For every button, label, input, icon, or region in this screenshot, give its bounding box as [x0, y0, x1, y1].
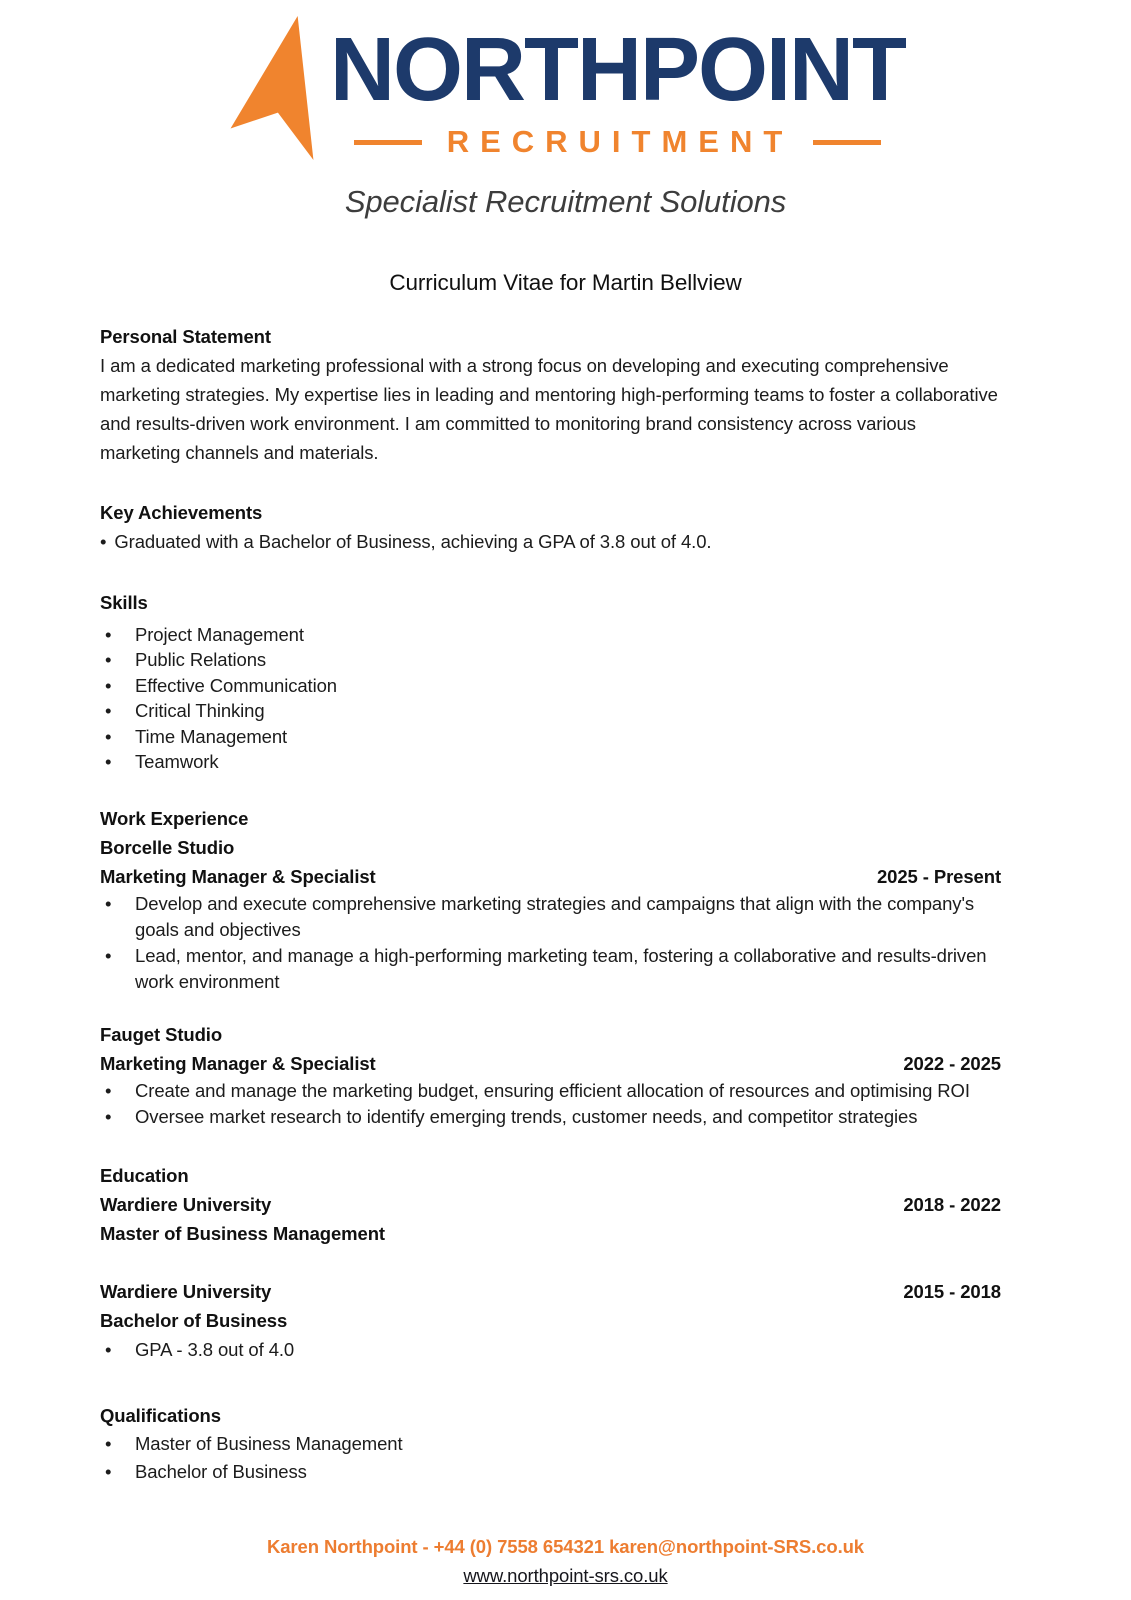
edu-school: Wardiere University [100, 1194, 272, 1216]
key-achievements-list [100, 527, 1001, 556]
bullet-item: • Lead, mentor, and manage a high-performing marketing team, fostering a collaborative and results-driven work environment [100, 943, 1001, 995]
bullet-item: • Create and manage the marketing budget, ensuring efficient allocation of resources and optimising ROI [100, 1078, 1001, 1104]
cv-body [100, 322, 1001, 1486]
footer-website-row [0, 1563, 1131, 1589]
skill-item: • Project Management [100, 622, 1001, 647]
job-dates: 2022 - 2025 [903, 1053, 1001, 1075]
logo-wordmark [330, 12, 905, 160]
section-heading-work-experience: Work Experience [100, 808, 249, 830]
footer [0, 1534, 1131, 1589]
job-header-row [100, 862, 1001, 891]
bullet-item: • Oversee market research to identify emerging trends, customer needs, and competitor strategies [100, 1104, 1001, 1130]
section-personal-statement [100, 322, 1001, 467]
education-bullet-list [100, 1337, 1001, 1363]
skill-item: • Effective Communication [100, 673, 1001, 698]
qualifications-list [100, 1430, 1001, 1486]
section-education [100, 1161, 1001, 1363]
job-header-row [100, 1049, 1001, 1078]
section-heading-personal-statement: Personal Statement [100, 326, 271, 347]
qualification-item: • Master of Business Management [100, 1430, 1001, 1458]
personal-statement-text: I am a dedicated marketing professional with a strong focus on developing and executing comprehensive marketing strategies. My expertise lies in leading and mentoring high-performing teams to foster a collaborative and results-driven work environment. I am committed to monitoring brand consistency across various marketing channels and materials. [100, 355, 998, 463]
job-entry [100, 833, 1001, 995]
job-company: Fauget Studio [100, 1024, 223, 1046]
bullet-item: • Graduated with a Bachelor of Business, achieving a GPA of 3.8 out of 4.0. [100, 527, 1001, 556]
dash-right-decoration [813, 140, 881, 145]
brand-subtitle-row [354, 124, 882, 160]
job-role: Marketing Manager & Specialist [100, 866, 376, 888]
job-company: Borcelle Studio [100, 837, 235, 859]
compass-arrow-icon [226, 14, 316, 162]
logo-row [226, 12, 905, 162]
section-qualifications [100, 1401, 1001, 1486]
bullet-item: • Develop and execute comprehensive marketing strategies and campaigns that align with the company's goals and objectives [100, 891, 1001, 943]
job-dates: 2025 - Present [876, 866, 1001, 888]
edu-school: Wardiere University [100, 1281, 272, 1303]
education-entry [100, 1190, 1001, 1248]
section-skills [100, 588, 1001, 774]
skills-list [100, 622, 1001, 774]
dash-left-decoration [354, 140, 422, 145]
section-heading-qualifications: Qualifications [100, 1405, 221, 1427]
education-header-row [100, 1277, 1001, 1306]
job-bullet-list [100, 891, 1001, 995]
education-entry [100, 1277, 1001, 1363]
footer-contact: Karen Northpoint - +44 (0) 7558 654321 karen@northpoint-SRS.co.uk [266, 1536, 864, 1558]
footer-website-link[interactable]: www.northpoint-srs.co.uk [463, 1565, 668, 1587]
education-header-row [100, 1190, 1001, 1219]
skill-item: • Teamwork [100, 749, 1001, 774]
edu-degree: Bachelor of Business [100, 1310, 288, 1332]
edu-degree: Master of Business Management [100, 1223, 385, 1245]
edu-dates: 2018 - 2022 [903, 1194, 1001, 1216]
skill-item: • Critical Thinking [100, 698, 1001, 723]
section-heading-skills: Skills [100, 592, 148, 613]
qualification-item: • Bachelor of Business [100, 1458, 1001, 1486]
section-work-experience [100, 804, 1001, 1130]
job-entry [100, 1020, 1001, 1130]
cv-title: Curriculum Vitae for Martin Bellview [389, 270, 742, 295]
edu-dates: 2015 - 2018 [903, 1281, 1001, 1303]
logo [0, 0, 1131, 220]
job-bullet-list [100, 1078, 1001, 1130]
section-key-achievements [100, 498, 1001, 556]
section-heading-education: Education [100, 1165, 189, 1187]
job-role: Marketing Manager & Specialist [100, 1053, 376, 1075]
section-heading-key-achievements: Key Achievements [100, 502, 263, 523]
bullet-item: • GPA - 3.8 out of 4.0 [100, 1337, 1001, 1363]
logo-tagline: Specialist Recruitment Solutions [344, 184, 787, 219]
brand-subtitle: RECRUITMENT [446, 124, 794, 159]
skill-item: • Public Relations [100, 647, 1001, 672]
brand-name: NORTHPOINT [330, 20, 905, 120]
skill-item: • Time Management [100, 724, 1001, 749]
